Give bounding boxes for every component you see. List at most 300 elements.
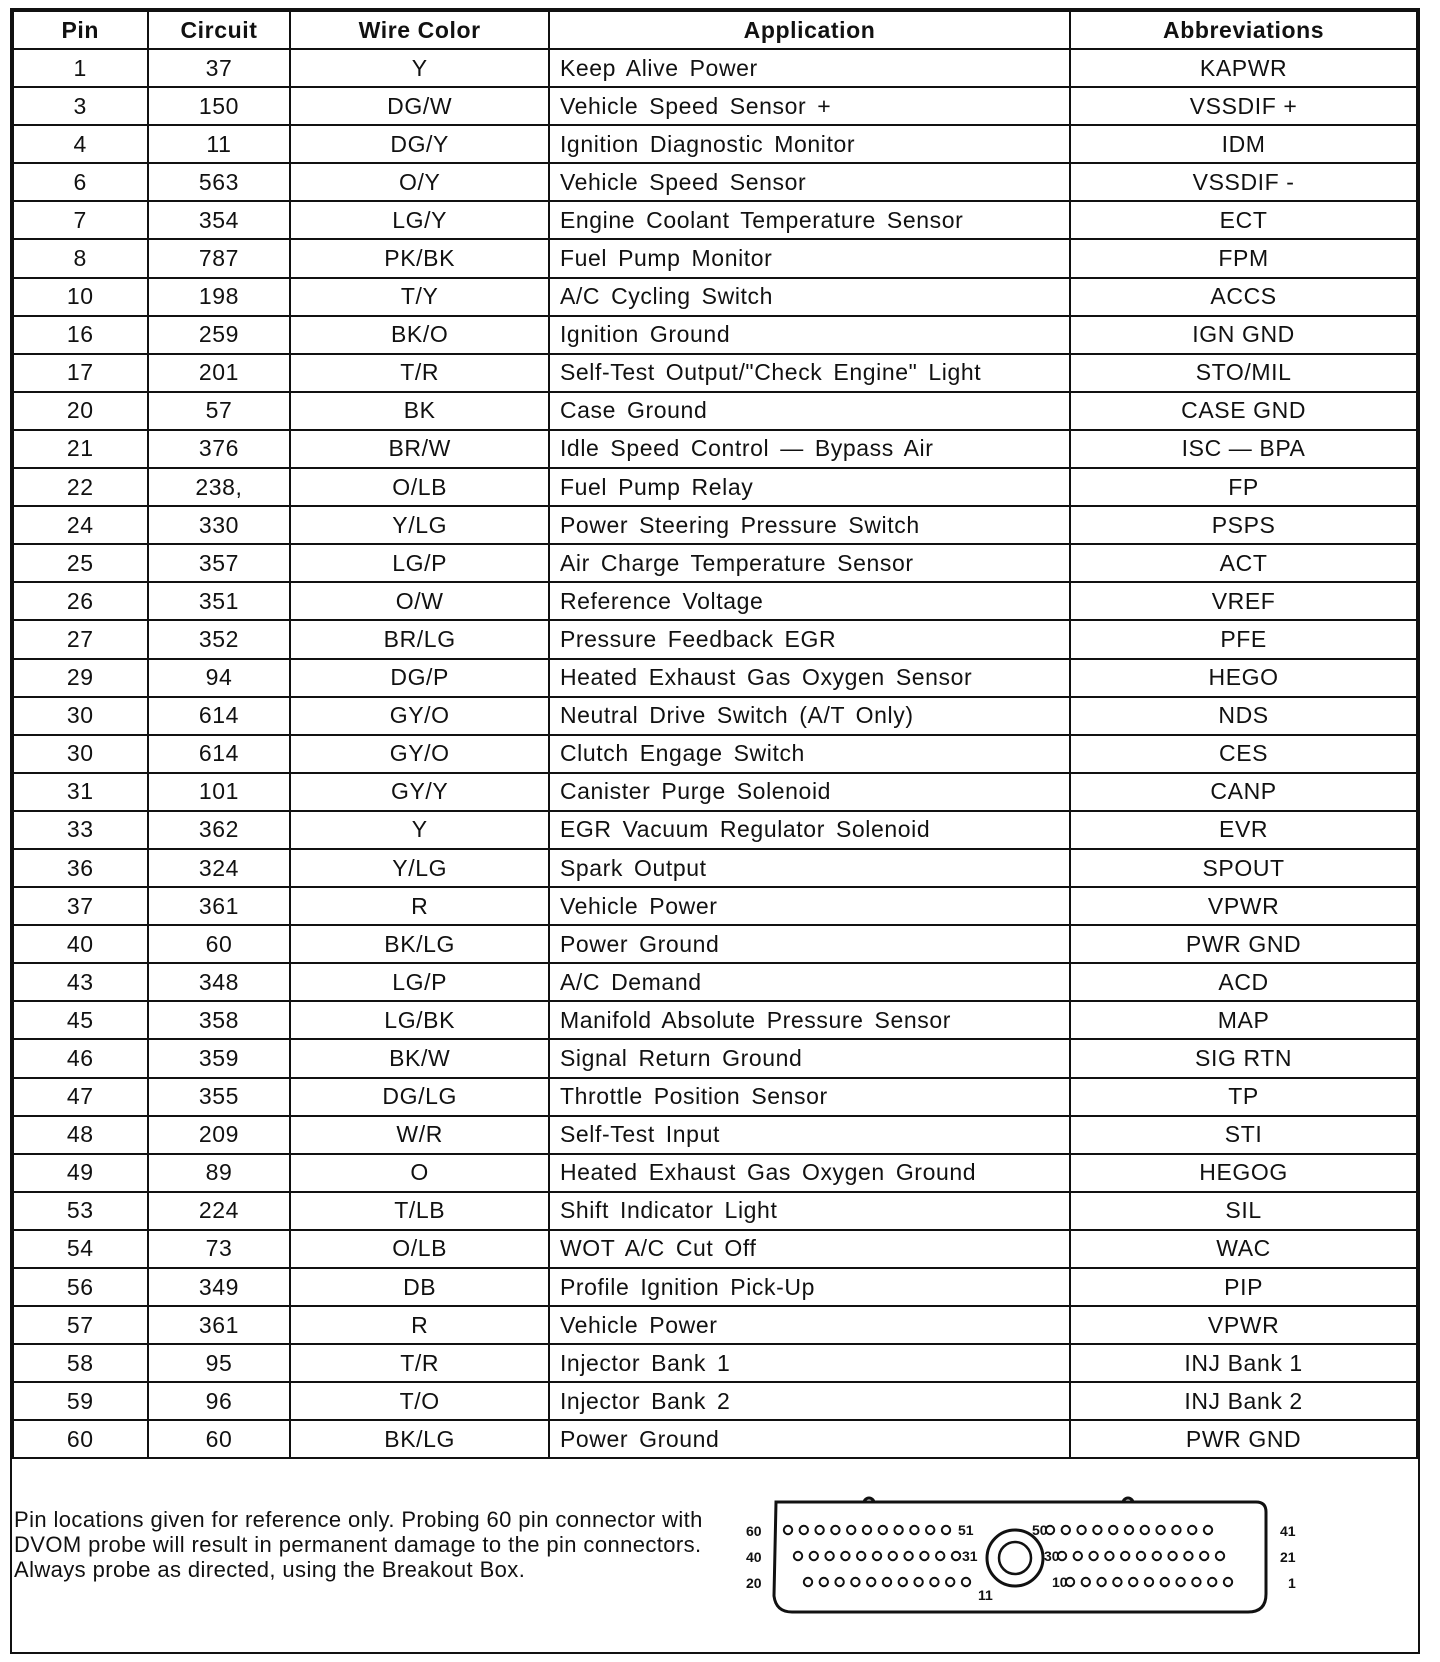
connector-pins [784, 1526, 1232, 1586]
connector-pin [1172, 1526, 1180, 1534]
pin-cell: 25 [13, 544, 148, 582]
header-application: Application [549, 11, 1070, 49]
application-cell: Idle Speed Control — Bypass Air [549, 430, 1070, 468]
abbreviation-cell: ISC — BPA [1070, 430, 1417, 468]
pin-cell: 33 [13, 811, 148, 849]
connector-pin [851, 1578, 859, 1586]
abbreviation-cell: HEGOG [1070, 1154, 1417, 1192]
table-row [13, 544, 1417, 582]
wire-color-cell: T/R [290, 1344, 549, 1382]
table-row [13, 430, 1417, 468]
wire-color-cell: R [290, 1306, 549, 1344]
table-row [13, 620, 1417, 658]
pin-cell: 30 [13, 697, 148, 735]
connector-pin [1062, 1526, 1070, 1534]
application-cell: Heated Exhaust Gas Oxygen Ground [549, 1154, 1070, 1192]
connector-pin [1137, 1552, 1145, 1560]
pin-cell: 3 [13, 87, 148, 125]
pin-cell: 29 [13, 659, 148, 697]
circuit-cell: 96 [148, 1382, 291, 1420]
application-cell: Throttle Position Sensor [549, 1078, 1070, 1116]
pin-cell: 45 [13, 1001, 148, 1039]
application-cell: Clutch Engage Switch [549, 735, 1070, 773]
circuit-cell: 238, [148, 468, 291, 506]
circuit-cell: 259 [148, 316, 291, 354]
circuit-cell: 349 [148, 1268, 291, 1306]
application-cell: Engine Coolant Temperature Sensor [549, 201, 1070, 239]
table-body [13, 49, 1417, 1458]
table-row [13, 1420, 1417, 1458]
wire-color-cell: Y/LG [290, 849, 549, 887]
circuit-cell: 224 [148, 1192, 291, 1230]
pin-table [12, 10, 1418, 1459]
wire-color-cell: GY/O [290, 697, 549, 735]
table-row [13, 1344, 1417, 1382]
application-cell: Ignition Diagnostic Monitor [549, 125, 1070, 163]
pin-cell: 54 [13, 1230, 148, 1268]
wire-color-cell: R [290, 887, 549, 925]
connector-pin [1121, 1552, 1129, 1560]
table-row [13, 239, 1417, 277]
connector-center-boss-inner [999, 1542, 1031, 1574]
circuit-cell: 150 [148, 87, 291, 125]
circuit-cell: 787 [148, 239, 291, 277]
application-cell: Keep Alive Power [549, 49, 1070, 87]
application-cell: Self-Test Input [549, 1116, 1070, 1154]
header-abbreviations: Abbreviations [1070, 11, 1417, 49]
application-cell: Spark Output [549, 849, 1070, 887]
table-row [13, 278, 1417, 316]
wire-color-cell: PK/BK [290, 239, 549, 277]
connector-pin [1192, 1578, 1200, 1586]
connector-pin [920, 1552, 928, 1560]
abbreviation-cell: IDM [1070, 125, 1417, 163]
connector-pin [873, 1552, 881, 1560]
wire-color-cell: DG/Y [290, 125, 549, 163]
connector-pin [1125, 1526, 1133, 1534]
connector-pin [1129, 1578, 1137, 1586]
connector-pin [815, 1526, 823, 1534]
pin-cell: 4 [13, 125, 148, 163]
circuit-cell: 73 [148, 1230, 291, 1268]
connector-pin [867, 1578, 875, 1586]
abbreviation-cell: FPM [1070, 239, 1417, 277]
label-50: 50 [1032, 1522, 1048, 1538]
connector-pin [784, 1526, 792, 1534]
footer-section [12, 1472, 1418, 1652]
pin-cell: 40 [13, 925, 148, 963]
pin-cell: 36 [13, 849, 148, 887]
pin-cell: 58 [13, 1344, 148, 1382]
connector-pin [962, 1578, 970, 1586]
abbreviation-cell: PSPS [1070, 506, 1417, 544]
circuit-cell: 358 [148, 1001, 291, 1039]
connector-pin [820, 1578, 828, 1586]
circuit-cell: 11 [148, 125, 291, 163]
wire-color-cell: GY/O [290, 735, 549, 773]
wire-color-cell: BK [290, 392, 549, 430]
table-row [13, 392, 1417, 430]
abbreviation-cell: PWR GND [1070, 1420, 1417, 1458]
abbreviation-cell: VPWR [1070, 1306, 1417, 1344]
wire-color-cell: LG/P [290, 963, 549, 1001]
pin-cell: 16 [13, 316, 148, 354]
abbreviation-cell: TP [1070, 1078, 1417, 1116]
application-cell: Vehicle Speed Sensor + [549, 87, 1070, 125]
connector-pin [914, 1578, 922, 1586]
table-row [13, 316, 1417, 354]
pin-cell: 47 [13, 1078, 148, 1116]
application-cell: Reference Voltage [549, 582, 1070, 620]
table-row [13, 201, 1417, 239]
table-row [13, 773, 1417, 811]
application-cell: Neutral Drive Switch (A/T Only) [549, 697, 1070, 735]
abbreviation-cell: VPWR [1070, 887, 1417, 925]
wire-color-cell: BK/LG [290, 1420, 549, 1458]
table-row [13, 659, 1417, 697]
circuit-cell: 94 [148, 659, 291, 697]
pin-cell: 27 [13, 620, 148, 658]
pin-cell: 56 [13, 1268, 148, 1306]
wire-color-cell: O/LB [290, 468, 549, 506]
table-row [13, 1154, 1417, 1192]
circuit-cell: 361 [148, 887, 291, 925]
circuit-cell: 209 [148, 1116, 291, 1154]
abbreviation-cell: CES [1070, 735, 1417, 773]
connector-pin [1204, 1526, 1212, 1534]
abbreviation-cell: PFE [1070, 620, 1417, 658]
connector-pin [899, 1578, 907, 1586]
pin-cell: 53 [13, 1192, 148, 1230]
pin-chart-sheet [10, 8, 1420, 1654]
connector-pin [1082, 1578, 1090, 1586]
abbreviation-cell: MAP [1070, 1001, 1417, 1039]
abbreviation-cell: STI [1070, 1116, 1417, 1154]
label-11: 11 [978, 1587, 993, 1603]
connector-pin [810, 1552, 818, 1560]
connector-pin [1200, 1552, 1208, 1560]
application-cell: Ignition Ground [549, 316, 1070, 354]
connector-pin [926, 1526, 934, 1534]
pin-cell: 8 [13, 239, 148, 277]
table-row [13, 1078, 1417, 1116]
wire-color-cell: O [290, 1154, 549, 1192]
pin-cell: 24 [13, 506, 148, 544]
application-cell: Vehicle Speed Sensor [549, 163, 1070, 201]
label-10: 10 [1052, 1574, 1068, 1590]
table-header-row [13, 11, 1417, 49]
abbreviation-cell: VREF [1070, 582, 1417, 620]
label-1-right: 1 [1288, 1575, 1296, 1591]
pin-cell: 57 [13, 1306, 148, 1344]
circuit-cell: 376 [148, 430, 291, 468]
circuit-cell: 60 [148, 1420, 291, 1458]
connector-pin [879, 1526, 887, 1534]
circuit-cell: 57 [148, 392, 291, 430]
abbreviation-cell: CANP [1070, 773, 1417, 811]
circuit-cell: 198 [148, 278, 291, 316]
connector-pin [936, 1552, 944, 1560]
abbreviation-cell: NDS [1070, 697, 1417, 735]
abbreviation-cell: VSSDIF - [1070, 163, 1417, 201]
table-row [13, 163, 1417, 201]
application-cell: Heated Exhaust Gas Oxygen Sensor [549, 659, 1070, 697]
connector-pin [1077, 1526, 1085, 1534]
connector-pin [1161, 1578, 1169, 1586]
label-21-right: 21 [1280, 1549, 1296, 1565]
abbreviation-cell: HEGO [1070, 659, 1417, 697]
circuit-cell: 362 [148, 811, 291, 849]
connector-pin [952, 1552, 960, 1560]
wire-color-cell: DG/P [290, 659, 549, 697]
pin-cell: 48 [13, 1116, 148, 1154]
abbreviation-cell: SIG RTN [1070, 1039, 1417, 1077]
connector-center-boss-outer [987, 1530, 1043, 1586]
circuit-cell: 330 [148, 506, 291, 544]
circuit-cell: 359 [148, 1039, 291, 1077]
table-row [13, 1001, 1417, 1039]
application-cell: Air Charge Temperature Sensor [549, 544, 1070, 582]
label-31: 31 [962, 1548, 978, 1564]
circuit-cell: 614 [148, 735, 291, 773]
circuit-cell: 101 [148, 773, 291, 811]
connector-pin [883, 1578, 891, 1586]
wire-color-cell: O/LB [290, 1230, 549, 1268]
abbreviation-cell: PIP [1070, 1268, 1417, 1306]
wire-color-cell: BR/LG [290, 620, 549, 658]
connector-pin [910, 1526, 918, 1534]
header-wire-color: Wire Color [290, 11, 549, 49]
connector-pin [942, 1526, 950, 1534]
probe-warning-note: Pin locations given for reference only. Probing 60 pin connector with DVOM probe will result in permanent damage to the pin connectors. Always probe as directed, using the Breakout Box. [14, 1507, 703, 1582]
pin-cell: 26 [13, 582, 148, 620]
circuit-cell: 37 [148, 49, 291, 87]
abbreviation-cell: STO/MIL [1070, 354, 1417, 392]
abbreviation-cell: INJ Bank 2 [1070, 1382, 1417, 1420]
table-row [13, 887, 1417, 925]
connector-pin [894, 1526, 902, 1534]
label-20-left: 20 [746, 1575, 762, 1591]
pin-cell: 22 [13, 468, 148, 506]
wire-color-cell: T/LB [290, 1192, 549, 1230]
circuit-cell: 563 [148, 163, 291, 201]
wire-color-cell: LG/BK [290, 1001, 549, 1039]
connector-pin [1156, 1526, 1164, 1534]
table-row [13, 963, 1417, 1001]
connector-svg [746, 1486, 1352, 1626]
abbreviation-cell: FP [1070, 468, 1417, 506]
pin-cell: 46 [13, 1039, 148, 1077]
pin-cell: 60 [13, 1420, 148, 1458]
pin-cell: 7 [13, 201, 148, 239]
table-row [13, 1039, 1417, 1077]
connector-pin [1141, 1526, 1149, 1534]
connector-pin [863, 1526, 871, 1534]
table-row [13, 49, 1417, 87]
wire-color-cell: BK/O [290, 316, 549, 354]
wire-color-cell: T/Y [290, 278, 549, 316]
pin-cell: 1 [13, 49, 148, 87]
table-row [13, 735, 1417, 773]
circuit-cell: 352 [148, 620, 291, 658]
pin-cell: 31 [13, 773, 148, 811]
connector-pin [835, 1578, 843, 1586]
abbreviation-cell: EVR [1070, 811, 1417, 849]
application-cell: Profile Ignition Pick-Up [549, 1268, 1070, 1306]
table-row [13, 87, 1417, 125]
circuit-cell: 348 [148, 963, 291, 1001]
table-row [13, 1116, 1417, 1154]
connector-pin [1105, 1552, 1113, 1560]
abbreviation-cell: IGN GND [1070, 316, 1417, 354]
circuit-cell: 354 [148, 201, 291, 239]
abbreviation-cell: KAPWR [1070, 49, 1417, 87]
connector-pin [1074, 1552, 1082, 1560]
header-circuit: Circuit [148, 11, 291, 49]
application-cell: Vehicle Power [549, 887, 1070, 925]
connector-pin [804, 1578, 812, 1586]
pin-cell: 49 [13, 1154, 148, 1192]
circuit-cell: 355 [148, 1078, 291, 1116]
connector-pin [1176, 1578, 1184, 1586]
circuit-cell: 324 [148, 849, 291, 887]
connector-pin [800, 1526, 808, 1534]
table-row [13, 697, 1417, 735]
wire-color-cell: W/R [290, 1116, 549, 1154]
pin-cell: 30 [13, 735, 148, 773]
table-row [13, 1230, 1417, 1268]
connector-pin [1089, 1552, 1097, 1560]
connector-pin [889, 1552, 897, 1560]
circuit-cell: 361 [148, 1306, 291, 1344]
wire-color-cell: Y [290, 811, 549, 849]
wire-color-cell: GY/Y [290, 773, 549, 811]
pin-cell: 17 [13, 354, 148, 392]
wire-color-cell: Y/LG [290, 506, 549, 544]
connector-labels [746, 1522, 1296, 1603]
wire-color-cell: DB [290, 1268, 549, 1306]
connector-pin [1188, 1526, 1196, 1534]
abbreviation-cell: INJ Bank 1 [1070, 1344, 1417, 1382]
connector-pin [825, 1552, 833, 1560]
wire-color-cell: BR/W [290, 430, 549, 468]
abbreviation-cell: ACCS [1070, 278, 1417, 316]
table-row [13, 582, 1417, 620]
pin-cell: 6 [13, 163, 148, 201]
application-cell: Self-Test Output/"Check Engine" Light [549, 354, 1070, 392]
wire-color-cell: BK/W [290, 1039, 549, 1077]
connector-pin [847, 1526, 855, 1534]
pin-cell: 37 [13, 887, 148, 925]
application-cell: WOT A/C Cut Off [549, 1230, 1070, 1268]
application-cell: Power Ground [549, 1420, 1070, 1458]
connector-pin [831, 1526, 839, 1534]
table-row [13, 1192, 1417, 1230]
application-cell: Injector Bank 2 [549, 1382, 1070, 1420]
wire-color-cell: O/W [290, 582, 549, 620]
connector-pin [930, 1578, 938, 1586]
application-cell: Fuel Pump Monitor [549, 239, 1070, 277]
application-cell: A/C Cycling Switch [549, 278, 1070, 316]
connector-pin [1153, 1552, 1161, 1560]
application-cell: A/C Demand [549, 963, 1070, 1001]
table-row [13, 468, 1417, 506]
connector-pin [1184, 1552, 1192, 1560]
application-cell: Fuel Pump Relay [549, 468, 1070, 506]
abbreviation-cell: PWR GND [1070, 925, 1417, 963]
abbreviation-cell: ECT [1070, 201, 1417, 239]
table-row [13, 506, 1417, 544]
abbreviation-cell: ACD [1070, 963, 1417, 1001]
pin-cell: 21 [13, 430, 148, 468]
application-cell: Pressure Feedback EGR [549, 620, 1070, 658]
connector-pin [946, 1578, 954, 1586]
application-cell: Signal Return Ground [549, 1039, 1070, 1077]
label-41-right: 41 [1280, 1523, 1296, 1539]
application-cell: EGR Vacuum Regulator Solenoid [549, 811, 1070, 849]
table-row [13, 125, 1417, 163]
abbreviation-cell: VSSDIF + [1070, 87, 1417, 125]
connector-diagram [746, 1486, 1352, 1626]
connector-pin [1097, 1578, 1105, 1586]
wire-color-cell: DG/W [290, 87, 549, 125]
connector-pin [1093, 1526, 1101, 1534]
connector-pin [1145, 1578, 1153, 1586]
connector-pin [841, 1552, 849, 1560]
pin-cell: 59 [13, 1382, 148, 1420]
wire-color-cell: T/R [290, 354, 549, 392]
application-cell: Power Steering Pressure Switch [549, 506, 1070, 544]
connector-pin [1109, 1526, 1117, 1534]
connector-pin [1208, 1578, 1216, 1586]
pin-cell: 43 [13, 963, 148, 1001]
table-row [13, 925, 1417, 963]
pin-cell: 20 [13, 392, 148, 430]
wire-color-cell: Y [290, 49, 549, 87]
table-row [13, 354, 1417, 392]
circuit-cell: 95 [148, 1344, 291, 1382]
abbreviation-cell: ACT [1070, 544, 1417, 582]
application-cell: Case Ground [549, 392, 1070, 430]
circuit-cell: 89 [148, 1154, 291, 1192]
header-pin: Pin [13, 11, 148, 49]
connector-pin [1168, 1552, 1176, 1560]
application-cell: Canister Purge Solenoid [549, 773, 1070, 811]
wire-color-cell: LG/Y [290, 201, 549, 239]
pin-cell: 10 [13, 278, 148, 316]
table-row [13, 811, 1417, 849]
table-row [13, 1382, 1417, 1420]
circuit-cell: 60 [148, 925, 291, 963]
application-cell: Vehicle Power [549, 1306, 1070, 1344]
wire-color-cell: T/O [290, 1382, 549, 1420]
table-row [13, 1306, 1417, 1344]
label-40-left: 40 [746, 1549, 762, 1565]
application-cell: Manifold Absolute Pressure Sensor [549, 1001, 1070, 1039]
abbreviation-cell: CASE GND [1070, 392, 1417, 430]
connector-pin [1224, 1578, 1232, 1586]
table-row [13, 849, 1417, 887]
connector-pin [1113, 1578, 1121, 1586]
connector-pin [904, 1552, 912, 1560]
circuit-cell: 357 [148, 544, 291, 582]
label-30: 30 [1044, 1548, 1060, 1564]
connector-pin [857, 1552, 865, 1560]
connector-pin [794, 1552, 802, 1560]
wire-color-cell: O/Y [290, 163, 549, 201]
label-60-left: 60 [746, 1523, 762, 1539]
application-cell: Power Ground [549, 925, 1070, 963]
